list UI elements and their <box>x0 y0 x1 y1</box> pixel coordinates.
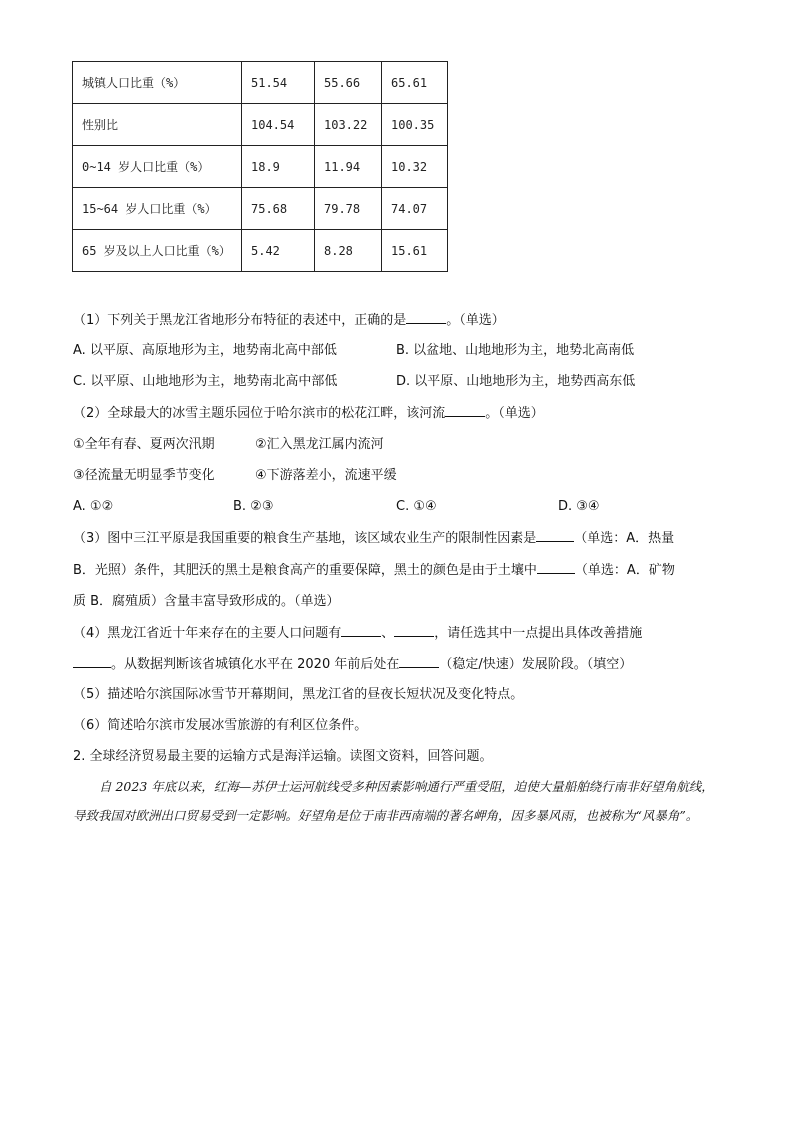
q4-line-2-end: （稳定/快速）发展阶段。（填空） <box>439 657 633 672</box>
table-cell: 15.61 <box>382 230 448 272</box>
population-table <box>72 61 448 272</box>
table-cell: 55.66 <box>315 62 382 104</box>
q3-line-2-text: B．光照）条件，其肥沃的黑土是粮食高产的重要保障，黑土的颜色是由于土壤中 <box>73 563 537 578</box>
question-2-heading: 2. 全球经济贸易最主要的运输方式是海洋运输。读图文资料，回答问题。 <box>73 749 493 764</box>
q5: （5）描述哈尔滨国际冰雪节开幕期间，黑龙江省的昼夜长短状况及变化特点。 <box>73 687 524 702</box>
row-label: 65 岁及以上人口比重（%） <box>73 230 242 272</box>
table-cell: 79.78 <box>315 188 382 230</box>
q2-statement-4: ④下游落差小，流速平缓 <box>255 468 397 483</box>
table-cell: 100.35 <box>382 104 448 146</box>
q2-statement-2: ②汇入黑龙江属内流河 <box>255 437 384 452</box>
table-cell: 5.42 <box>242 230 315 272</box>
table-cell: 11.94 <box>315 146 382 188</box>
table-cell: 18.9 <box>242 146 315 188</box>
table-cell: 75.68 <box>242 188 315 230</box>
q2-blank <box>445 404 485 417</box>
q2-stem-end: 。（单选） <box>485 406 544 421</box>
q4-blank-1 <box>341 624 381 637</box>
q4-line-1 <box>73 624 642 643</box>
table-row <box>73 104 448 146</box>
row-label: 城镇人口比重（%） <box>73 62 242 104</box>
q1-stem-end: 。（单选） <box>446 313 505 328</box>
table-cell: 51.54 <box>242 62 315 104</box>
reading-passage: 自 2023 年底以来，红海—苏伊士运河航线受多种因素影响通行严重受阻，迫使大量船舶绕行南非好望角航线，导致我国对欧洲出口贸易受到一定影响。好望角是位于南非西南端的著名岬角，因多暴风雨，也被称为“风暴角”。 <box>73 779 714 823</box>
q3-blank-1 <box>536 529 574 542</box>
q4-blank-4 <box>399 655 439 668</box>
table-cell: 104.54 <box>242 104 315 146</box>
table-cell: 103.22 <box>315 104 382 146</box>
q2-stem-text: （2）全球最大的冰雪主题乐园位于哈尔滨市的松花江畔，该河流 <box>73 406 446 421</box>
q2-statement-1: ①全年有春、夏两次汛期 <box>73 437 215 452</box>
q3-line-3: 质 B．腐殖质）含量丰富导致形成的。（单选） <box>73 594 340 609</box>
q4-comma: 、 <box>381 626 395 641</box>
q4-line-2 <box>73 655 632 674</box>
table-cell: 65.61 <box>382 62 448 104</box>
q2-option-b: B. ②③ <box>233 499 274 514</box>
q4-line-1-end: ，请任选其中一点提出具体改善措施 <box>434 626 643 641</box>
q1-stem-text: （1）下列关于黑龙江省地形分布特征的表述中，正确的是 <box>73 313 407 328</box>
q3-line-2 <box>73 561 675 580</box>
q1-option-c: C. 以平原、山地地形为主，地势南北高中部低 <box>73 374 338 389</box>
row-label: 性别比 <box>73 104 242 146</box>
q3-line-1-text: （3）图中三江平原是我国重要的粮食生产基地，该区域农业生产的限制性因素是 <box>73 531 537 546</box>
q1-option-a: A. 以平原、高原地形为主，地势南北高中部低 <box>73 343 337 358</box>
q1-stem <box>73 311 505 330</box>
q3-line-2-choice: （单选：A．矿物 <box>574 563 675 578</box>
q4-blank-3 <box>73 655 111 668</box>
q4-blank-2 <box>394 624 434 637</box>
q1-option-b: B. 以盆地、山地地形为主，地势北高南低 <box>396 343 635 358</box>
table-cell: 74.07 <box>382 188 448 230</box>
q4-line-1-text: （4）黑龙江省近十年来存在的主要人口问题有 <box>73 626 342 641</box>
q2-stem <box>73 404 544 423</box>
q3-line-1 <box>73 529 674 548</box>
table-row <box>73 146 448 188</box>
row-label: 15~64 岁人口比重（%） <box>73 188 242 230</box>
table-row <box>73 188 448 230</box>
q2-option-d: D. ③④ <box>558 499 600 514</box>
q2-statement-3: ③径流量无明显季节变化 <box>73 468 215 483</box>
q2-option-a: A. ①② <box>73 499 114 514</box>
q1-blank <box>406 311 446 324</box>
q2-option-c: C. ①④ <box>396 499 437 514</box>
q3-line-1-choice: （单选：A．热量 <box>574 531 675 546</box>
table-cell: 8.28 <box>315 230 382 272</box>
table-cell: 10.32 <box>382 146 448 188</box>
q3-blank-2 <box>537 561 575 574</box>
q1-option-d: D. 以平原、山地地形为主，地势西高东低 <box>396 374 636 389</box>
q4-line-2-text: 。从数据判断该省城镇化水平在 2020 年前后处在 <box>111 657 400 672</box>
row-label: 0~14 岁人口比重（%） <box>73 146 242 188</box>
table-row <box>73 230 448 272</box>
q6: （6）简述哈尔滨市发展冰雪旅游的有利区位条件。 <box>73 718 368 733</box>
table-row <box>73 62 448 104</box>
